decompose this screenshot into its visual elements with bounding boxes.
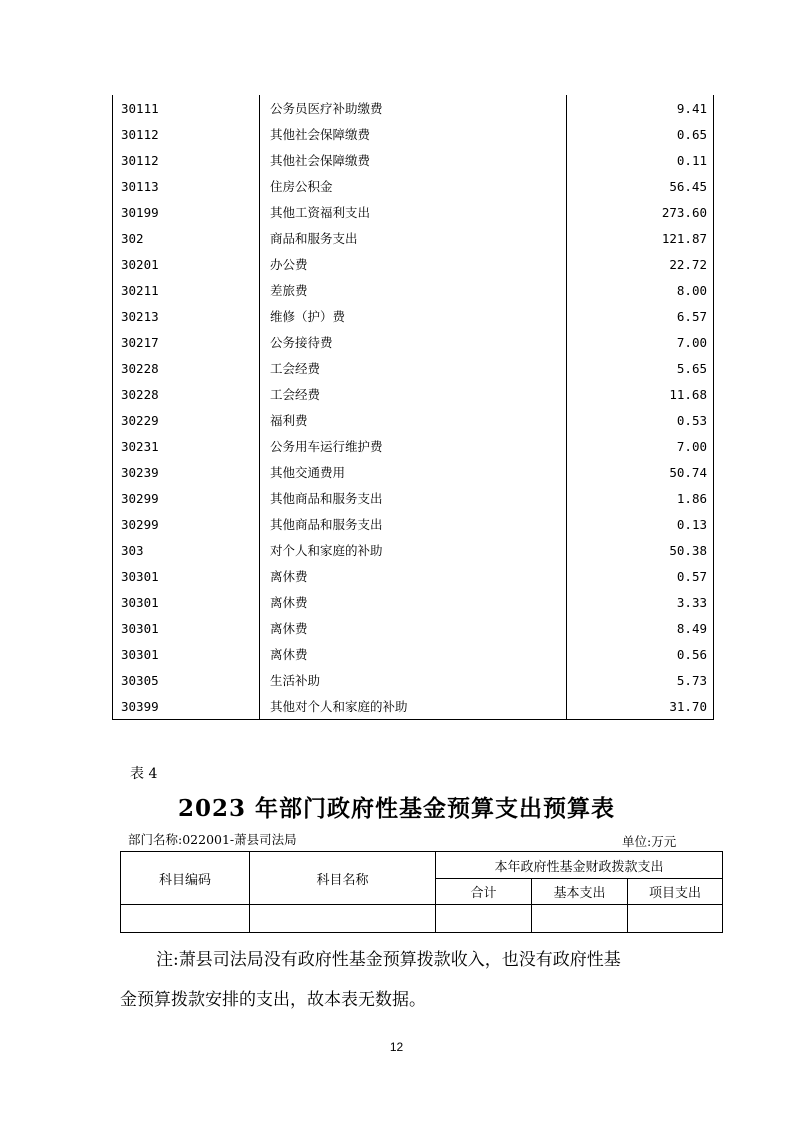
table-row bbox=[113, 173, 714, 199]
table-row bbox=[113, 667, 714, 693]
header-project: 项目支出 bbox=[628, 879, 723, 905]
table-row bbox=[113, 381, 714, 407]
row-name: 公务用车运行维护费 bbox=[260, 433, 567, 459]
unit-label: 单位:万元 bbox=[622, 834, 677, 849]
empty-data-row bbox=[121, 905, 723, 933]
row-amount: 3.33 bbox=[567, 589, 714, 615]
row-name: 公务接待费 bbox=[260, 329, 567, 355]
row-amount: 6.57 bbox=[567, 303, 714, 329]
empty-cell bbox=[436, 905, 532, 933]
row-amount: 11.68 bbox=[567, 381, 714, 407]
note-line-2: 金预算拨款安排的支出，故本表无数据。 bbox=[120, 990, 426, 1010]
row-amount: 0.65 bbox=[567, 121, 714, 147]
table-row bbox=[113, 95, 714, 121]
row-amount: 5.73 bbox=[567, 667, 714, 693]
table-note bbox=[120, 940, 700, 1020]
row-code: 30229 bbox=[113, 407, 260, 433]
row-code: 30228 bbox=[113, 381, 260, 407]
row-name: 工会经费 bbox=[260, 355, 567, 381]
row-name: 离休费 bbox=[260, 641, 567, 667]
table-row bbox=[113, 121, 714, 147]
row-code: 30301 bbox=[113, 615, 260, 641]
row-code: 30239 bbox=[113, 459, 260, 485]
row-code: 30301 bbox=[113, 589, 260, 615]
empty-cell bbox=[532, 905, 628, 933]
row-name: 离休费 bbox=[260, 563, 567, 589]
row-name: 住房公积金 bbox=[260, 173, 567, 199]
header-total: 合计 bbox=[436, 879, 532, 905]
row-amount: 7.00 bbox=[567, 329, 714, 355]
row-name: 对个人和家庭的补助 bbox=[260, 537, 567, 563]
page-number: 12 bbox=[389, 1040, 404, 1054]
row-amount: 50.74 bbox=[567, 459, 714, 485]
row-code: 302 bbox=[113, 225, 260, 251]
empty-cell bbox=[250, 905, 436, 933]
row-name: 差旅费 bbox=[260, 277, 567, 303]
row-code: 30228 bbox=[113, 355, 260, 381]
row-name: 商品和服务支出 bbox=[260, 225, 567, 251]
header-basic: 基本支出 bbox=[532, 879, 628, 905]
row-name: 公务员医疗补助缴费 bbox=[260, 95, 567, 121]
row-name: 其他社会保障缴费 bbox=[260, 147, 567, 173]
department-name: 部门名称:022001-萧县司法局 bbox=[128, 832, 297, 847]
table-row bbox=[113, 563, 714, 589]
economic-classification-table bbox=[112, 95, 714, 720]
row-code: 30301 bbox=[113, 641, 260, 667]
row-code: 30213 bbox=[113, 303, 260, 329]
row-code: 303 bbox=[113, 537, 260, 563]
row-code: 30399 bbox=[113, 693, 260, 720]
row-amount: 0.53 bbox=[567, 407, 714, 433]
row-code: 30231 bbox=[113, 433, 260, 459]
empty-cell bbox=[628, 905, 723, 933]
row-name: 其他社会保障缴费 bbox=[260, 121, 567, 147]
table-row bbox=[113, 329, 714, 355]
fund-expenditure-table bbox=[120, 851, 723, 933]
table-row bbox=[113, 303, 714, 329]
row-amount: 22.72 bbox=[567, 251, 714, 277]
row-amount: 1.86 bbox=[567, 485, 714, 511]
table-row bbox=[113, 199, 714, 225]
row-name: 维修（护）费 bbox=[260, 303, 567, 329]
row-code: 30217 bbox=[113, 329, 260, 355]
row-amount: 56.45 bbox=[567, 173, 714, 199]
table-row bbox=[113, 147, 714, 173]
table-row bbox=[113, 589, 714, 615]
row-code: 30112 bbox=[113, 147, 260, 173]
table-row bbox=[113, 277, 714, 303]
table-row bbox=[113, 251, 714, 277]
row-code: 30112 bbox=[113, 121, 260, 147]
row-amount: 5.65 bbox=[567, 355, 714, 381]
table-row bbox=[113, 511, 714, 537]
row-name: 工会经费 bbox=[260, 381, 567, 407]
row-code: 30201 bbox=[113, 251, 260, 277]
row-amount: 7.00 bbox=[567, 433, 714, 459]
row-name: 离休费 bbox=[260, 615, 567, 641]
table-row bbox=[113, 355, 714, 381]
row-name: 其他交通费用 bbox=[260, 459, 567, 485]
row-name: 离休费 bbox=[260, 589, 567, 615]
row-name: 生活补助 bbox=[260, 667, 567, 693]
row-amount: 273.60 bbox=[567, 199, 714, 225]
row-amount: 8.00 bbox=[567, 277, 714, 303]
row-code: 30299 bbox=[113, 485, 260, 511]
row-code: 30211 bbox=[113, 277, 260, 303]
row-amount: 121.87 bbox=[567, 225, 714, 251]
table-row bbox=[113, 225, 714, 251]
row-amount: 50.38 bbox=[567, 537, 714, 563]
row-amount: 0.57 bbox=[567, 563, 714, 589]
row-name: 其他商品和服务支出 bbox=[260, 511, 567, 537]
row-code: 30113 bbox=[113, 173, 260, 199]
header-fund-group: 本年政府性基金财政拨款支出 bbox=[436, 852, 723, 879]
table-row bbox=[113, 459, 714, 485]
table-row bbox=[113, 485, 714, 511]
row-code: 30301 bbox=[113, 563, 260, 589]
table-row bbox=[113, 693, 714, 720]
table-row bbox=[113, 407, 714, 433]
row-amount: 0.13 bbox=[567, 511, 714, 537]
row-name: 其他商品和服务支出 bbox=[260, 485, 567, 511]
table-label: 表 4 bbox=[130, 766, 158, 782]
note-line-1: 注:萧县司法局没有政府性基金预算拨款收入，也没有政府性基 bbox=[156, 950, 621, 970]
table-row bbox=[113, 641, 714, 667]
row-code: 30199 bbox=[113, 199, 260, 225]
table-row bbox=[113, 433, 714, 459]
row-amount: 8.49 bbox=[567, 615, 714, 641]
row-code: 30299 bbox=[113, 511, 260, 537]
table-title: 2023 年部门政府性基金预算支出预算表 bbox=[177, 795, 616, 822]
row-name: 办公费 bbox=[260, 251, 567, 277]
row-code: 30305 bbox=[113, 667, 260, 693]
header-subject-name: 科目名称 bbox=[250, 852, 436, 905]
header-subject-code: 科目编码 bbox=[121, 852, 250, 905]
row-amount: 9.41 bbox=[567, 95, 714, 121]
row-amount: 31.70 bbox=[567, 693, 714, 720]
empty-cell bbox=[121, 905, 250, 933]
row-code: 30111 bbox=[113, 95, 260, 121]
table-row bbox=[113, 537, 714, 563]
row-name: 福利费 bbox=[260, 407, 567, 433]
table-row bbox=[113, 615, 714, 641]
row-name: 其他工资福利支出 bbox=[260, 199, 567, 225]
row-amount: 0.56 bbox=[567, 641, 714, 667]
row-name: 其他对个人和家庭的补助 bbox=[260, 693, 567, 720]
row-amount: 0.11 bbox=[567, 147, 714, 173]
